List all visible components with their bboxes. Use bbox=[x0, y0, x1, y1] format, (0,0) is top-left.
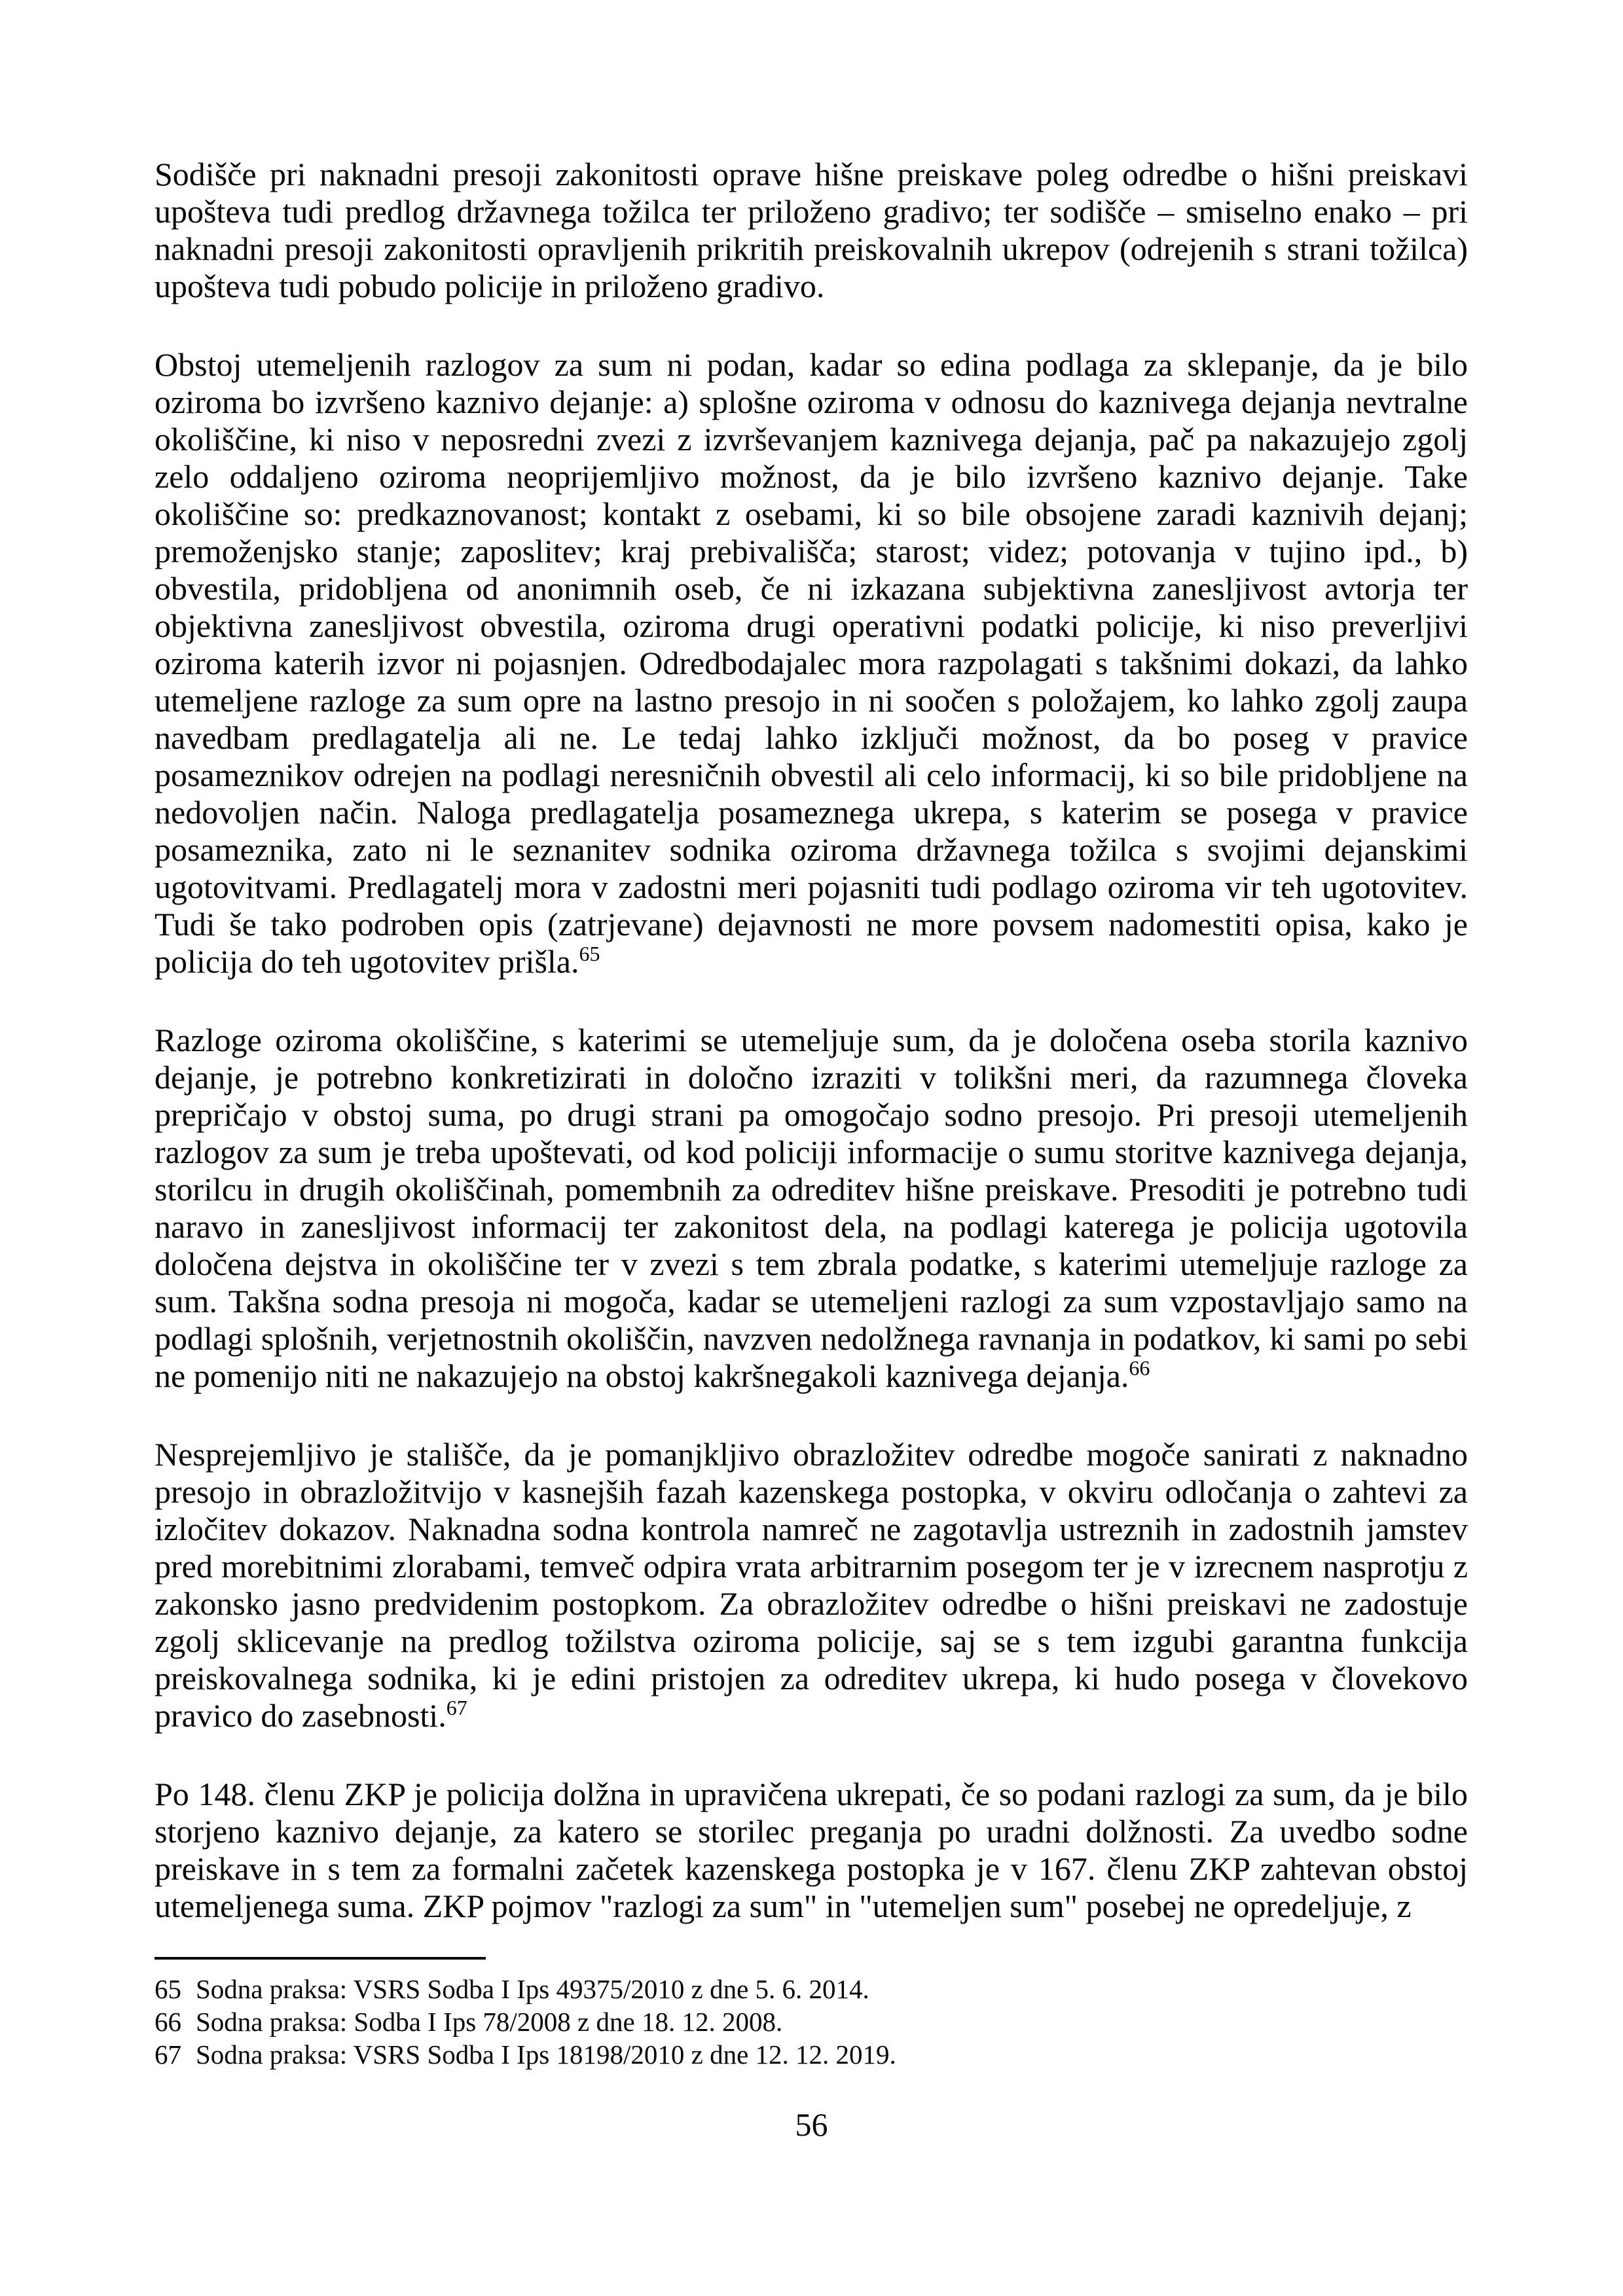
footnote-67-number: 67 bbox=[155, 2039, 181, 2070]
footnote-separator-rule bbox=[155, 1957, 486, 1960]
footnote-66 bbox=[155, 2005, 1468, 2038]
footnote-67 bbox=[155, 2038, 1468, 2071]
paragraph-5 bbox=[155, 1776, 1468, 1925]
paragraph-1 bbox=[155, 156, 1468, 305]
footnote-reference-65: 65 bbox=[579, 942, 600, 965]
paragraph-4 bbox=[155, 1436, 1468, 1734]
footnote-reference-67: 67 bbox=[446, 1696, 467, 1719]
paragraph-3 bbox=[155, 1022, 1468, 1395]
paragraph-3-text: Razloge oziroma okoliščine, s katerimi se utemeljuje sum, da je določena oseba storila kaznivo dejanje, je potrebno konkretizirati in določno izraziti v tolikšni meri, da razumnega človeka prepričajo v obstoj suma, po drugi strani pa omogočajo sodno presojo. Pri presoji utemeljenih razlogov za sum je treba upoštevati, od kod policiji informacije o sumu storitve kaznivega dejanja, storilcu in drugih okoliščinah, pomembnih za odreditev hišne preiskave. Presoditi je potrebno tudi naravo in zanesljivost informacij ter zakonitost dela, na podlagi katerega je policija ugotovila določena dejstva in okoliščine ter v zvezi s tem zbrala podatke, s katerimi utemeljuje razloge za sum. Takšna sodna presoja ni mogoča, kadar se utemeljeni razlogi za sum vzpostavljajo samo na podlagi splošnih, verjetnostnih okoliščin, navzven nedolžnega ravnanja in podatkov, ki sami po sebi ne pomenijo niti ne nakazujejo na obstoj kakršnegakoli kaznivega dejanja. bbox=[155, 1022, 1468, 1394]
footnote-65 bbox=[155, 1973, 1468, 2005]
paragraph-4-text: Nesprejemljivo je stališče, da je pomanjkljivo obrazložitev odredbe mogoče sanirati z naknadno presojo in obrazložitvijo v kasnejših fazah kazenskega postopka, v okviru odločanja o zahtevi za izločitev dokazov. Naknadna sodna kontrola namreč ne zagotavlja ustreznih in zadostnih jamstev pred morebitnimi zlorabami, temveč odpira vrata arbitrarnim posegom ter je v izrecnem nasprotju z zakonsko jasno predvidenim postopkom. Za obrazložitev odredbe o hišni preiskavi ne zadostuje zgolj sklicevanje na predlog tožilstva oziroma policije, saj se s tem izgubi garantna funkcija preiskovalnega sodnika, ki je edini pristojen za odreditev ukrepa, ki hudo posega v človekovo pravico do zasebnosti. bbox=[155, 1436, 1468, 1734]
paragraph-1-text: Sodišče pri naknadni presoji zakonitosti oprave hišne preiskave poleg odredbe o hišni preiskavi upošteva tudi predlog državnega tožilca ter priloženo gradivo; ter sodišče – smiselno enako – pri naknadni presoji zakonitosti opravljenih prikritih preiskovalnih ukrepov (odrejenih s strani tožilca) upošteva tudi pobudo policije in priloženo gradivo. bbox=[155, 156, 1468, 304]
footnotes-section bbox=[155, 1957, 1468, 2071]
footnote-65-text: Sodna praksa: VSRS Sodba I Ips 49375/2010 z dne 5. 6. 2014. bbox=[196, 1974, 869, 2004]
footnote-66-number: 66 bbox=[155, 2007, 181, 2037]
paragraph-2-text: Obstoj utemeljenih razlogov za sum ni podan, kadar so edina podlaga za sklepanje, da je bilo oziroma bo izvršeno kaznivo dejanje: a) splošne oziroma v odnosu do kaznivega dejanja nevtralne okoliščine, ki niso v neposredni zvezi z izvrševanjem kaznivega dejanja, pač pa nakazujejo zgolj zelo oddaljeno oziroma neoprijemljivo možnost, da je bilo izvršeno kaznivo dejanje. Take okoliščine so: predkaznovanost; kontakt z osebami, ki so bile obsojene zaradi kaznivih dejanj; premoženjsko stanje; zaposlitev; kraj prebivališča; starost; videz; potovanja v tujino ipd., b) obvestila, pridobljena od anonimnih oseb, če ni izkazana subjektivna zanesljivost avtorja ter objektivna zanesljivost obvestila, oziroma drugi operativni podatki policije, ki niso preverljivi oziroma katerih izvor ni pojasnjen. Odredbodajalec mora razpolagati s takšnimi dokazi, da lahko utemeljene razloge za sum opre na lastno presojo in ni soočen s položajem, ko lahko zgolj zaupa navedbam predlagatelja ali ne. Le tedaj lahko izključi možnost, da bo poseg v pravice posameznikov odrejen na podlagi neresničnih obvestil ali celo informacij, ki so bile pridobljene na nedovoljen način. Naloga predlagatelja posameznega ukrepa, s katerim se posega v pravice posameznika, zato ni le seznanitev sodnika oziroma državnega tožilca s svojimi dejanskimi ugotovitvami. Predlagatelj mora v zadostni meri pojasniti tudi podlago oziroma vir teh ugotovitev. Tudi še tako podroben opis (zatrjevane) dejavnosti ne more povsem nadomestiti opisa, kako je policija do teh ugotovitev prišla. bbox=[155, 346, 1468, 980]
paragraph-5-text: Po 148. členu ZKP je policija dolžna in upravičena ukrepati, če so podani razlogi za sum, da je bilo storjeno kaznivo dejanje, za katero se storilec preganja po uradni dolžnosti. Za uvedbo sodne preiskave in s tem za formalni začetek kazenskega postopka je v 167. členu ZKP zahtevan obstoj utemeljenega suma. ZKP pojmov "razlogi za sum" in "utemeljen sum" posebej ne opredeljuje, z bbox=[155, 1776, 1468, 1924]
footnote-67-text: Sodna praksa: VSRS Sodba I Ips 18198/2010 z dne 12. 12. 2019. bbox=[196, 2039, 896, 2070]
footnote-66-text: Sodna praksa: Sodba I Ips 78/2008 z dne 18. 12. 2008. bbox=[196, 2007, 783, 2037]
footnote-reference-66: 66 bbox=[1129, 1356, 1150, 1380]
footnote-65-number: 65 bbox=[155, 1974, 181, 2004]
text-body bbox=[155, 156, 1468, 1925]
paragraph-2 bbox=[155, 346, 1468, 980]
page-number: 56 bbox=[795, 2106, 828, 2143]
